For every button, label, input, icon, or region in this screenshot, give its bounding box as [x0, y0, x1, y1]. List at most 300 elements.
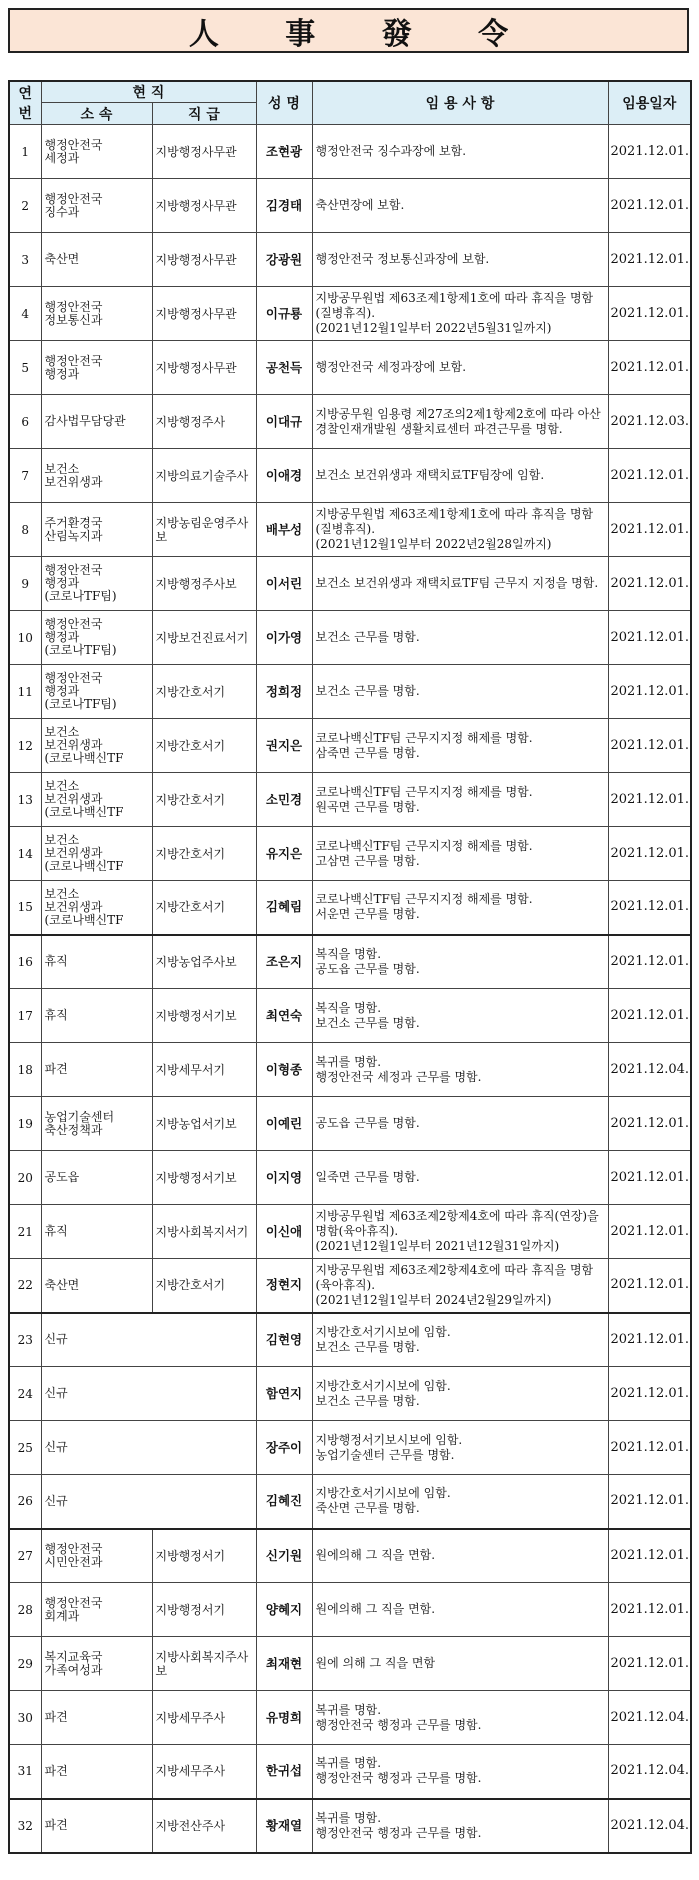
row-grade: [152, 827, 256, 881]
row-number: 5: [9, 341, 41, 395]
row-date: 2021.12.01.: [608, 1205, 691, 1259]
row-dept-line: 축산정책과: [44, 1122, 103, 1137]
row-date: 2021.12.01.: [608, 827, 691, 881]
row-appointment-line: 보건소 근무를 명함.: [315, 684, 420, 698]
row-name: 김혜림: [256, 881, 312, 935]
row-dept: [41, 287, 152, 341]
row-appointment: [312, 1691, 608, 1745]
row-appointment-line: (2021년12월1일부터 2022년5월31일까지): [315, 321, 552, 335]
row-grade: [152, 1151, 256, 1205]
table-row: [9, 1799, 691, 1853]
row-date: 2021.12.01.: [608, 287, 691, 341]
row-dept: [41, 773, 152, 827]
row-grade: [152, 449, 256, 503]
row-number: 25: [9, 1421, 41, 1475]
row-appointment: [312, 233, 608, 287]
row-number: 11: [9, 665, 41, 719]
table-row: [9, 665, 691, 719]
row-appointment: [312, 719, 608, 773]
row-number: 8: [9, 503, 41, 557]
row-appointment-line: 복직을 명함.: [315, 1000, 382, 1015]
row-appointment: [312, 1421, 608, 1475]
row-grade-line: 지방간호서기: [155, 792, 226, 807]
row-dept-line: 행정안전국: [44, 1595, 103, 1610]
row-grade-line: 지방농림운영주사보: [155, 515, 249, 544]
table-row: [9, 1097, 691, 1151]
table-row: [9, 1583, 691, 1637]
row-appointment: [312, 341, 608, 395]
row-dept: [41, 503, 152, 557]
row-appointment: [312, 881, 608, 935]
table-row: [9, 773, 691, 827]
row-appointment-line: 복귀를 명함.: [315, 1702, 382, 1717]
row-grade: [152, 1745, 256, 1799]
row-number: 12: [9, 719, 41, 773]
row-dept-line: 신규: [44, 1332, 68, 1347]
row-appointment-line: (2021년12월1일부터 2024년2월29일까지): [315, 1292, 552, 1307]
row-dept-line: 보건위생과: [44, 792, 103, 806]
row-number: 7: [9, 449, 41, 503]
row-dept: [41, 1367, 256, 1421]
row-date: 2021.12.01.: [608, 503, 691, 557]
row-dept-line: (코로나백신TF: [44, 805, 124, 819]
row-appointment: [312, 1529, 608, 1583]
row-name: 권지은: [256, 719, 312, 773]
row-grade-line: 지방행정사무관: [155, 198, 237, 213]
row-grade: [152, 1097, 256, 1151]
table-row: [9, 233, 691, 287]
row-date: 2021.12.04.: [608, 1745, 691, 1799]
row-grade: [152, 287, 256, 341]
row-name: 한귀섭: [256, 1745, 312, 1799]
row-name: 황재열: [256, 1799, 312, 1853]
header-current: 현 직: [41, 81, 256, 103]
row-grade: [152, 1637, 256, 1691]
row-dept-line: 보건소: [44, 833, 80, 847]
row-appointment: [312, 1313, 608, 1367]
row-dept: [41, 125, 152, 179]
table-row: [9, 719, 691, 773]
row-dept-line: 행정안전국: [44, 563, 103, 577]
row-name: 이가영: [256, 611, 312, 665]
row-date: 2021.12.01.: [608, 557, 691, 611]
row-dept: [41, 1097, 152, 1151]
row-grade-line: 지방행정서기: [155, 1602, 226, 1617]
row-appointment: [312, 1097, 608, 1151]
row-appointment: [312, 1799, 608, 1853]
row-appointment-line: 코로나백신TF팀 근무지지정 해제를 명함.: [315, 892, 533, 907]
header-no: 연번: [9, 81, 41, 125]
row-name: 유지은: [256, 827, 312, 881]
row-dept-line: 정보통신과: [44, 312, 103, 327]
table-row: [9, 1043, 691, 1097]
row-dept-line: 휴직: [44, 1008, 68, 1022]
row-dept: [41, 611, 152, 665]
row-number: 13: [9, 773, 41, 827]
row-appointment: [312, 1637, 608, 1691]
row-grade-line: 지방행정서기보: [155, 1008, 237, 1023]
row-appointment: [312, 179, 608, 233]
row-appointment-line: 지방공무원법 제63조제1항제1호에 따라 휴직을 명함(질병휴직).: [315, 291, 594, 320]
row-grade: [152, 1799, 256, 1853]
row-dept-line: (코로나백신TF: [44, 859, 124, 873]
row-dept-line: 산림녹지과: [44, 528, 103, 543]
row-appointment: [312, 1151, 608, 1205]
table-body: [9, 125, 691, 1853]
row-name: 이형종: [256, 1043, 312, 1097]
row-date: 2021.12.01.: [608, 1637, 691, 1691]
row-grade: [152, 989, 256, 1043]
row-appointment-line: 보건소 근무를 명함.: [315, 1339, 420, 1354]
row-grade: [152, 1529, 256, 1583]
row-appointment: [312, 1475, 608, 1529]
row-appointment-line: 행정안전국 징수과장에 보함.: [315, 144, 467, 158]
row-grade-line: 지방세무주사: [155, 1764, 226, 1779]
row-appointment-line: 행정안전국 행정과 근무를 명함.: [315, 1717, 482, 1732]
row-appointment-line: 지방공무원 임용령 제27조의2제1항제2호에 따라 아산 경찰인재개발원 생활치료센터 파견근무를 명함.: [315, 406, 601, 436]
table-row: [9, 1529, 691, 1583]
row-dept: [41, 1583, 152, 1637]
row-appointment-line: 고삼면 근무를 명함.: [315, 853, 420, 868]
row-date: 2021.12.01.: [608, 989, 691, 1043]
row-date: 2021.12.01.: [608, 1259, 691, 1313]
row-date: 2021.12.01.: [608, 233, 691, 287]
row-grade: [152, 935, 256, 989]
row-grade: [152, 1205, 256, 1259]
row-dept-line: 시민안전과: [44, 1554, 103, 1569]
row-grade-line: 지방세무주사: [155, 1710, 226, 1725]
row-dept-line: 행정안전국: [44, 191, 103, 206]
row-date: 2021.12.01.: [608, 935, 691, 989]
row-date: 2021.12.01.: [608, 719, 691, 773]
row-grade: [152, 503, 256, 557]
table-row: [9, 989, 691, 1043]
table-row: [9, 1313, 691, 1367]
row-dept-line: 파견: [44, 1818, 68, 1832]
row-grade-line: 지방행정서기: [155, 1548, 226, 1563]
row-dept: [41, 449, 152, 503]
row-dept-line: 세정과: [44, 150, 80, 165]
row-name: 김혜진: [256, 1475, 312, 1529]
row-appointment-line: 농업기술센터 근무를 명함.: [315, 1447, 455, 1462]
table-row: [9, 395, 691, 449]
table-row: [9, 1259, 691, 1313]
table-row: [9, 611, 691, 665]
table-row: [9, 1205, 691, 1259]
table-row: [9, 287, 691, 341]
row-dept: [41, 179, 152, 233]
row-appointment-line: 행정안전국 행정과 근무를 명함.: [315, 1825, 482, 1840]
row-name: 조현광: [256, 125, 312, 179]
row-dept-line: 행정과: [44, 366, 80, 381]
row-appointment-line: 복귀를 명함.: [315, 1054, 382, 1069]
row-dept-line: 파견: [44, 1710, 68, 1724]
row-dept-line: 보건위생과: [44, 738, 103, 752]
row-grade: [152, 395, 256, 449]
row-appointment-line: 서운면 근무를 명함.: [315, 907, 420, 922]
row-appointment-line: 복귀를 명함.: [315, 1756, 382, 1771]
row-grade: [152, 881, 256, 935]
row-number: 14: [9, 827, 41, 881]
row-appointment-line: 행정안전국 정보통신과장에 보함.: [315, 252, 490, 266]
row-dept-line: 공도읍: [44, 1170, 80, 1184]
row-dept: [41, 881, 152, 935]
row-number: 17: [9, 989, 41, 1043]
row-dept-line: 보건위생과: [44, 899, 103, 914]
row-name: 배부성: [256, 503, 312, 557]
row-dept: [41, 233, 152, 287]
table-row: [9, 341, 691, 395]
row-grade-line: 지방간호서기: [155, 1278, 226, 1293]
row-name: 이규룡: [256, 287, 312, 341]
row-dept-line: 보건위생과: [44, 846, 103, 860]
row-grade: [152, 125, 256, 179]
row-dept: [41, 935, 152, 989]
row-appointment-line: 지방간호서기시보에 임함.: [315, 1324, 451, 1339]
row-appointment-line: 보건소 근무를 명함.: [315, 1393, 420, 1408]
document-title-box: [8, 8, 689, 53]
row-date: 2021.12.01.: [608, 1421, 691, 1475]
table-row: [9, 881, 691, 935]
row-appointment: [312, 503, 608, 557]
row-grade: [152, 611, 256, 665]
row-grade-line: 지방의료기술주사: [155, 468, 249, 483]
row-appointment-line: 코로나백신TF팀 근무지지정 해제를 명함.: [315, 838, 533, 853]
row-dept-line: 감사법무담당관: [44, 414, 126, 428]
row-appointment-line: 코로나백신TF팀 근무지지정 해제를 명함.: [315, 784, 533, 799]
table-row: [9, 179, 691, 233]
row-dept-line: 가족여성과: [44, 1662, 103, 1677]
row-grade-line: 지방행정사무관: [155, 252, 237, 267]
row-name: 신기원: [256, 1529, 312, 1583]
row-appointment-line: 지방행정서기보시보에 임함.: [315, 1432, 463, 1447]
row-dept-line: 휴직: [44, 954, 68, 969]
row-number: 24: [9, 1367, 41, 1421]
row-appointment: [312, 1367, 608, 1421]
header-dept: 소 속: [41, 103, 152, 125]
row-dept: [41, 1043, 152, 1097]
row-number: 27: [9, 1529, 41, 1583]
row-grade: [152, 719, 256, 773]
row-dept-line: 축산면: [44, 1277, 80, 1292]
row-grade: [152, 179, 256, 233]
row-appointment: [312, 773, 608, 827]
row-dept-line: 회계과: [44, 1608, 80, 1623]
row-dept-line: 행정과: [44, 684, 80, 698]
row-appointment-line: 지방간호서기시보에 임함.: [315, 1486, 451, 1501]
table-row: [9, 1367, 691, 1421]
row-dept-line: 행정안전국: [44, 299, 103, 314]
row-date: 2021.12.01.: [608, 1583, 691, 1637]
row-appointment-line: 일죽면 근무를 명함.: [315, 1170, 420, 1184]
row-name: 장주이: [256, 1421, 312, 1475]
row-appointment: [312, 1043, 608, 1097]
row-dept-line: 휴직: [44, 1224, 68, 1238]
row-name: 이신애: [256, 1205, 312, 1259]
row-name: 이서린: [256, 557, 312, 611]
row-name: 정희정: [256, 665, 312, 719]
row-number: 2: [9, 179, 41, 233]
row-name: 이지영: [256, 1151, 312, 1205]
row-dept-line: 농업기술센터: [44, 1109, 115, 1124]
row-dept-line: 보건소: [44, 779, 80, 793]
row-number: 20: [9, 1151, 41, 1205]
row-date: 2021.12.01.: [608, 773, 691, 827]
row-number: 26: [9, 1475, 41, 1529]
table-row: [9, 1421, 691, 1475]
personnel-table: [8, 80, 692, 1854]
row-appointment-line: 코로나백신TF팀 근무지지정 해제를 명함.: [315, 730, 533, 745]
row-dept-line: (코로나백신TF: [44, 912, 124, 927]
row-number: 9: [9, 557, 41, 611]
row-appointment-line: 복직을 명함.: [315, 946, 382, 961]
row-number: 18: [9, 1043, 41, 1097]
row-appointment-line: 죽산면 근무를 명함.: [315, 1501, 420, 1516]
row-dept-line: 복지교육국: [44, 1649, 103, 1664]
row-number: 29: [9, 1637, 41, 1691]
row-date: 2021.12.01.: [608, 611, 691, 665]
row-grade: [152, 1259, 256, 1313]
table-row: [9, 935, 691, 989]
row-grade-line: 지방행정사무관: [155, 306, 237, 321]
header-appointment: 임 용 사 항: [312, 81, 608, 125]
row-grade: [152, 233, 256, 287]
header-grade: 직 급: [152, 103, 256, 125]
row-date: 2021.12.01.: [608, 125, 691, 179]
row-dept: [41, 989, 152, 1043]
row-date: 2021.12.01.: [608, 1529, 691, 1583]
row-grade-line: 지방간호서기: [155, 738, 226, 753]
row-name: 최재현: [256, 1637, 312, 1691]
row-grade-line: 지방전산주사: [155, 1818, 226, 1833]
row-appointment-line: 보건소 보건위생과 재택치료TF팀 근무지 지정을 명함.: [315, 576, 599, 590]
row-dept-line: 파견: [44, 1763, 68, 1778]
row-dept: [41, 1799, 152, 1853]
row-number: 4: [9, 287, 41, 341]
row-appointment-line: 원에의해 그 직을 면함.: [315, 1548, 436, 1563]
row-number: 31: [9, 1745, 41, 1799]
row-appointment: [312, 395, 608, 449]
row-appointment-line: 복귀를 명함.: [315, 1810, 382, 1825]
row-appointment-line: 지방공무원법 제63조제2항제4호에 따라 휴직을 명함(육아휴직).: [315, 1262, 594, 1292]
row-dept-line: 보건소: [44, 461, 80, 476]
row-date: 2021.12.01.: [608, 1475, 691, 1529]
row-number: 10: [9, 611, 41, 665]
row-date: 2021.12.01.: [608, 1313, 691, 1367]
row-dept-line: 파견: [44, 1062, 68, 1076]
row-appointment-line: 원에 의해 그 직을 면함: [315, 1656, 436, 1670]
row-dept: [41, 395, 152, 449]
row-appointment-line: 원곡면 근무를 명함.: [315, 799, 420, 814]
row-number: 23: [9, 1313, 41, 1367]
row-number: 28: [9, 1583, 41, 1637]
header-date: 임용일자: [608, 81, 691, 125]
row-name: 조은지: [256, 935, 312, 989]
row-appointment: [312, 1745, 608, 1799]
row-grade-line: 지방농업서기보: [155, 1116, 237, 1131]
row-dept-line: 행정안전국: [44, 1541, 103, 1556]
row-grade-line: 지방행정주사보: [155, 576, 237, 591]
table-row: [9, 1691, 691, 1745]
row-dept-line: 행정안전국: [44, 671, 103, 685]
row-number: 32: [9, 1799, 41, 1853]
row-name: 양혜지: [256, 1583, 312, 1637]
table-row: [9, 503, 691, 557]
row-grade-line: 지방간호서기: [155, 684, 226, 699]
row-dept: [41, 1475, 256, 1529]
row-dept-line: 보건소: [44, 725, 80, 739]
row-date: 2021.12.01.: [608, 665, 691, 719]
table-row: [9, 1151, 691, 1205]
row-dept-line: 축산면: [44, 252, 80, 266]
row-appointment-line: 행정안전국 세정과 근무를 명함.: [315, 1069, 482, 1084]
row-name: 최연숙: [256, 989, 312, 1043]
row-grade-line: 지방행정주사: [155, 414, 226, 429]
row-grade: [152, 665, 256, 719]
row-appointment-line: 삼죽면 근무를 명함.: [315, 745, 420, 760]
row-appointment: [312, 1259, 608, 1313]
row-appointment: [312, 125, 608, 179]
row-date: 2021.12.01.: [608, 341, 691, 395]
row-dept-line: 신규: [44, 1493, 68, 1508]
row-appointment-line: 지방간호서기시보에 임함.: [315, 1378, 451, 1393]
row-grade-line: 지방행정서기보: [155, 1170, 237, 1185]
row-name: 김경태: [256, 179, 312, 233]
row-appointment-line: 행정안전국 세정과장에 보함.: [315, 360, 467, 374]
row-date: 2021.12.03.: [608, 395, 691, 449]
row-appointment: [312, 449, 608, 503]
row-grade: [152, 1043, 256, 1097]
row-appointment: [312, 1583, 608, 1637]
row-dept-line: 행정안전국: [44, 137, 103, 152]
row-grade-line: 지방행정사무관: [155, 144, 237, 159]
row-dept: [41, 341, 152, 395]
row-grade-line: 지방농업주사보: [155, 954, 237, 969]
row-appointment: [312, 557, 608, 611]
table-row: [9, 1475, 691, 1529]
row-appointment-line: 원에의해 그 직을 면함.: [315, 1602, 436, 1616]
row-appointment-line: 보건소 근무를 명함.: [315, 630, 420, 644]
row-grade-line: 지방간호서기: [155, 846, 226, 861]
row-date: 2021.12.04.: [608, 1043, 691, 1097]
table-row: [9, 125, 691, 179]
row-dept: [41, 1421, 256, 1475]
row-grade: [152, 557, 256, 611]
row-appointment: [312, 287, 608, 341]
header-name: 성 명: [256, 81, 312, 125]
row-dept-line: 신규: [44, 1386, 68, 1400]
row-date: 2021.12.01.: [608, 179, 691, 233]
row-grade-line: 지방사회복지서기: [155, 1224, 249, 1239]
row-name: 정현지: [256, 1259, 312, 1313]
row-name: 김현영: [256, 1313, 312, 1367]
row-name: 강광원: [256, 233, 312, 287]
row-dept-line: (코로나TF팀): [44, 643, 117, 657]
row-name: 공천득: [256, 341, 312, 395]
row-name: 이예린: [256, 1097, 312, 1151]
row-dept-line: 보건소: [44, 886, 80, 901]
row-appointment-line: 지방공무원법 제63조제1항제1호에 따라 휴직을 명함(질병휴직).: [315, 507, 594, 536]
table-row: [9, 557, 691, 611]
row-dept: [41, 1151, 152, 1205]
row-appointment: [312, 989, 608, 1043]
row-name: 소민경: [256, 773, 312, 827]
row-appointment-line: 지방공무원법 제63조제2항제4호에 따라 휴직(연장)을 명함(육아휴직).: [315, 1209, 599, 1238]
row-appointment-line: 행정안전국 행정과 근무를 명함.: [315, 1771, 482, 1786]
row-appointment: [312, 665, 608, 719]
row-dept-line: 신규: [44, 1440, 68, 1454]
document-title: 人 事 發 令: [188, 16, 537, 52]
